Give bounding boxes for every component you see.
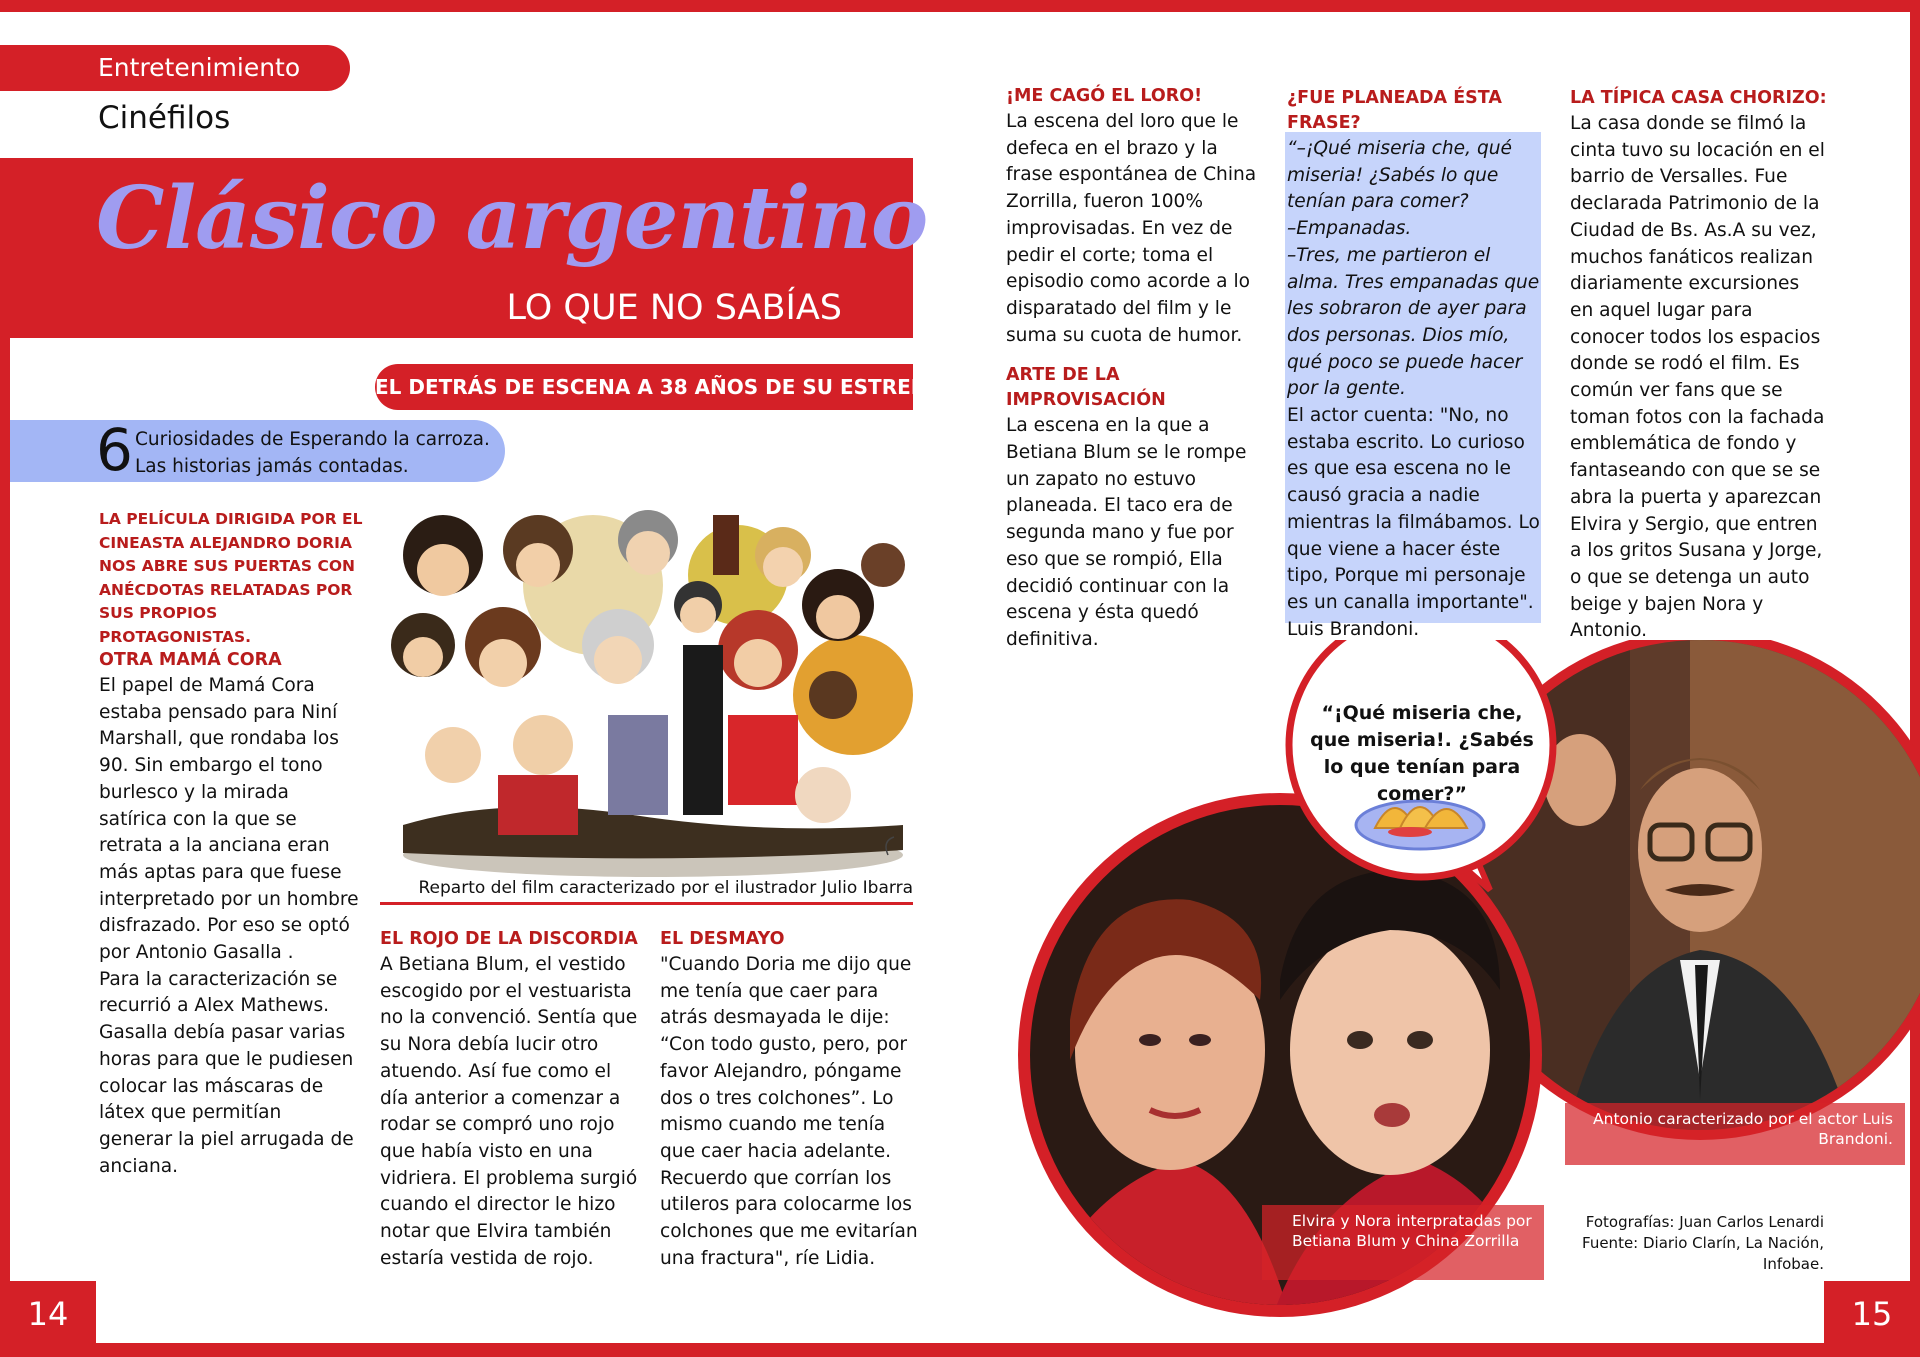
subsection-title: Cinéfilos <box>98 100 231 136</box>
photo-credits <box>1564 1212 1824 1275</box>
credit-source: Fuente: Diario Clarín, La Nación, Infobae. <box>1582 1234 1824 1273</box>
article-body: El papel de Mamá Cora estaba pensado para Niní Marshall, que rondaba los 90. Sin embargo el tono burlesco y la mirada satírica con la que se retrata a la anciana eran más aptas para que fuese interpretado por un hombre disfrazado. Por eso se optó por Antonio Gasalla . <box>99 675 359 964</box>
kicker-banner: EL DETRÁS DE ESCENA A 38 AÑOS DE SU ESTRENO <box>375 364 913 410</box>
left-border <box>0 160 10 1357</box>
caption-elvira-nora: Elvira y Nora interpratadas por Betiana Blum y China Zorrilla <box>1262 1205 1544 1280</box>
speech-bubble-quote: “¡Qué miseria che, que miseria!. ¿Sabés lo que tenían para comer?” <box>1310 702 1534 805</box>
article-heading: OTRA MAMÁ CORA <box>99 650 282 670</box>
article-body: La escena del loro que le defeca en el brazo y la frase espontánea de China Zorrilla, fueron 100% improvisadas. En vez de pedir el corte; toma el episodio como acorde a lo disparatado del film y le suma su cuota de humor. <box>1006 111 1257 346</box>
page-number-right: 15 <box>1824 1281 1920 1357</box>
article-body: "Cuando Doria me dijo que me tenía que caer para atrás desmayada le dije: “Con todo gusto, pero, por favor Alejandro, póngame dos o tres colchones”. Lo mismo cuando me tenía que caer hacia adelante. Recuerdo que corrían los utileros para colocarme los colchones que me evitarían una fractura", ríe Lidia. <box>660 954 918 1269</box>
lead-paragraph: LA PELÍCULA DIRIGIDA POR EL CINEASTA ALEJANDRO DORIA NOS ABRE SUS PUERTAS CON ANÉCDOTAS RELATADAS POR SUS PROPIOS PROTAGONISTAS. <box>99 510 363 646</box>
cast-illustration <box>383 495 913 880</box>
caption-antonio: Antonio caracterizado por el actor Luis Brandoni. <box>1565 1103 1905 1165</box>
article-body: La escena en la que a Betiana Blum se le rompe un zapato no estuvo planeada. El taco era de segunda mano y fue por eso que se rompió, Ella decidió continuar con la escena y ésta quedó definitiva. <box>1006 415 1247 650</box>
intro-text <box>135 426 490 480</box>
quote-line: –Empanadas. <box>1287 218 1412 240</box>
article-rojo <box>380 927 642 1272</box>
article-heading: ARTE DE LA IMPROVISACIÓN <box>1006 365 1166 411</box>
article-heading: ¡ME CAGÓ EL LORO! <box>1006 86 1203 106</box>
article-loro <box>1006 84 1266 654</box>
quote-line: –Tres, me partieron el alma. Tres empanadas que les sobraron de ayer para dos personas. Dios mío, qué poco se puede hacer por la gente. <box>1287 244 1540 400</box>
credit-photos: Fotografías: Juan Carlos Lenardi <box>1585 1213 1824 1231</box>
intro-line-1: Curiosidades de Esperando la carroza. <box>135 429 490 450</box>
article-heading: EL DESMAYO <box>660 929 785 949</box>
empanada-icon <box>1356 801 1484 849</box>
page-number-left: 14 <box>0 1281 96 1357</box>
caption-divider <box>380 902 913 905</box>
article-heading: ¿FUE PLANEADA ÉSTA FRASE? <box>1287 88 1502 133</box>
quote-line: “–¡Qué miseria che, qué miseria! ¿Sabés lo que tenían para comer? <box>1287 138 1512 213</box>
article-heading: EL ROJO DE LA DISCORDIA <box>380 929 638 949</box>
intro-number: 6 <box>96 416 133 484</box>
article-mama-cora <box>99 648 359 1180</box>
article-body: La casa donde se filmó la cinta tuvo su locación en el barrio de Versalles. Fue declarada Patrimonio de la Ciudad de Bs. As.A su vez, muchos fanáticos realizan diariamente excursiones en aquel lugar para conocer todos los espacios donde se rodó el film. Es común ver fans que se toman fotos con la fachada emblemática de fondo y fantaseando con que se se abra la puerta y aparezcan Elvira y Sergio, que entren a los gritos Susana y Jorge, o que se detenga un auto beige y bajen Nora y Antonio. <box>1570 113 1825 642</box>
article-desmayo <box>660 927 920 1272</box>
article-heading: LA TÍPICA CASA CHORIZO: <box>1570 88 1827 108</box>
article-body: Para la caracterización se recurrió a Alex Mathews. Gasalla debía pasar varias horas para que le pudiesen colocar las máscaras de látex que permitían generar la piel arrugada de anciana. <box>99 968 354 1177</box>
article-body: A Betiana Blum, el vestido escogido por el vestuarista no la convenció. Sentía que su Nora debía lucir otro atuendo. Así fue como el día anterior a comenzar a rodar se compró uno rojo que había visto en una vidriera. El problema surgió cuando el director le hizo notar que Elvira también estaría vestida de rojo. <box>380 954 638 1269</box>
section-tag: Entretenimiento <box>0 45 350 91</box>
article-frase <box>1287 86 1547 643</box>
article-casa <box>1570 86 1828 645</box>
top-border <box>0 0 1920 12</box>
illustration-caption: Reparto del film caracterizado por el ilustrador Julio Ibarra <box>418 878 913 898</box>
page-title: Clásico argentino <box>96 168 928 269</box>
article-body: El actor cuenta: "No, no estaba escrito. Lo curioso es que esa escena no le causó gracia a nadie mientras la filmábamos. Lo que viene a hacer éste tipo, Porque mi personaje es un canalla importante". Luis Brandoni. <box>1287 405 1540 640</box>
page-subtitle: LO QUE NO SABÍAS <box>506 288 842 328</box>
intro-line-2: Las historias jamás contadas. <box>135 456 409 477</box>
